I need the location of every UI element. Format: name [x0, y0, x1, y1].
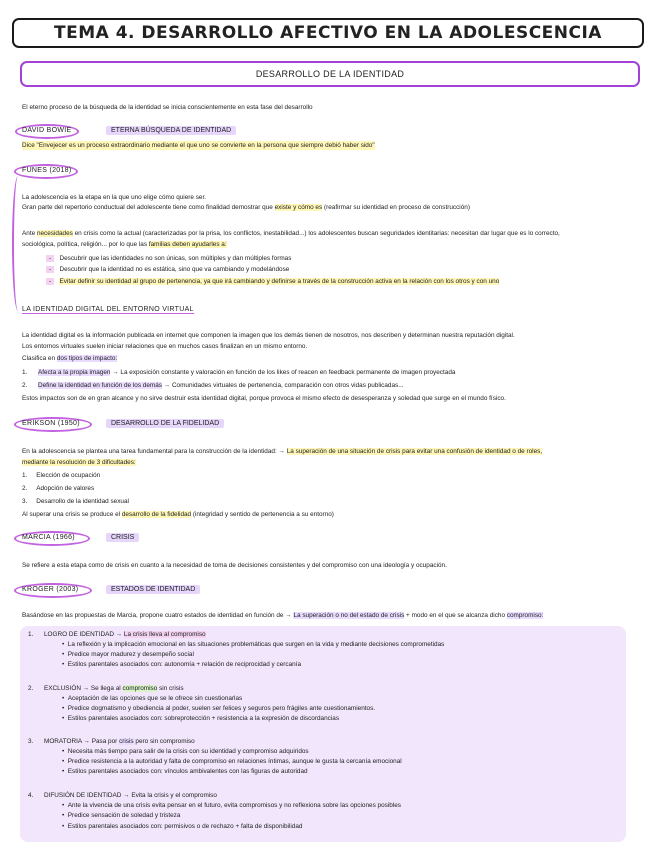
author-label: KROGER (2003): [22, 586, 79, 593]
list-item: • Aceptación de las opciones que se le ofrece sin cuestionarlas: [62, 695, 243, 702]
paragraph: Basándose en las propuestas de Marcia, propone cuatro estados de identidad en función de → La superación o no del estado de crisis + modo en el que se alcanza dicho compromiso:: [22, 612, 544, 619]
list-item: - Evitar definir su identidad al grupo de pertenencia, ya que irá cambiando y definirse a través de la construcción activa en la relación con los otros y con uno: [46, 277, 499, 286]
list-item: • Predice mayor madurez y desempeño social: [62, 651, 194, 658]
paragraph: Los entornos virtuales suelen iniciar relaciones que en muchos casos finalizan en un mismo entorno.: [22, 343, 308, 350]
list-item: • Estilos parentales asociados con: autonomía + relación de reciprocidad y cercanía: [62, 661, 302, 668]
list-item: • Predice dogmatismo y obediencia al poder, suelen ser felices y seguros pero frágiles ante cuestionamientos.: [62, 705, 376, 712]
topic-tag: ESTADOS DE IDENTIDAD: [106, 585, 200, 594]
list-item: • Predice resistencia a la autoridad y falta de compromiso en relaciones íntimas, aunque le gusta la cercanía emocional: [62, 758, 402, 765]
topic-tag: DESARROLLO DE LA FIDELIDAD: [106, 419, 224, 428]
state-heading: 2. EXCLUSIÓN → Se llega al compromiso sin crisis: [28, 685, 184, 692]
author-label: DAVID BOWIE: [22, 127, 72, 134]
author-label: FUNES (2018): [22, 167, 72, 174]
paragraph: mediante la resolución de 3 dificultades:: [22, 459, 136, 466]
list-item: - Descubrir que la identidad no es estática, sino que va cambiando y modelándose: [46, 265, 289, 274]
quote-text: Dice "Envejecer es un proceso extraordinario mediante el que uno se convierte en la persona que siempre debió haber sido": [22, 142, 375, 149]
section-title: DESARROLLO DE LA IDENTIDAD: [20, 61, 640, 87]
list-item: • Necesita más tiempo para salir de la crisis con su identidad y compromiso adquiridos: [62, 748, 309, 755]
list-item: • Estilos parentales asociados con: vínculos ambivalentes con las figuras de autoridad: [62, 768, 308, 775]
paragraph: Se refiere a esta etapa como de crisis en cuanto a la necesidad de toma de decisiones consistentes y del compromiso con una ideología y ocupación.: [22, 562, 447, 569]
paragraph: Al superar una crisis se produce el desarrollo de la fidelidad (integridad y sentido de pertenencia a su entorno): [22, 511, 334, 518]
paragraph: En la adolescencia se plantea una tarea fundamental para la construcción de la identidad: → La superación de una situación de crisis para evitar una confusión de identidad o de roles,: [22, 448, 543, 455]
list-item: • Predice sensación de soledad y tristeza: [62, 812, 181, 819]
topic-tag: ETERNA BÚSQUEDA DE IDENTIDAD: [106, 126, 236, 135]
list-item: • Estilos parentales asociados con: permisivos o de rechazo + falta de disponibilidad: [62, 823, 303, 830]
paragraph: Clasifica en dos tipos de impacto:: [22, 355, 118, 362]
paragraph: Estos impactos son de en gran alcance y no sirve destruir esta identidad digital, porque provoca el mismo efecto de desesperanza y soledad que surge en el mundo físico.: [22, 395, 506, 402]
paragraph: La adolescencia es la etapa en la que uno elige cómo quiere ser.: [22, 194, 207, 201]
author-label: MARCIA (1966): [22, 534, 75, 541]
list-item: • La reflexión y la implicación emocional en las situaciones problemáticas que surgen en la vida y mediante decisiones comprometidas: [62, 641, 445, 648]
state-heading: 3. MORATORIA → Pasa por crisis pero sin compromiso: [28, 738, 195, 745]
list-item: 1. Elección de ocupación: [22, 472, 101, 479]
list-item: 3. Desarrollo de la identidad sexual: [22, 498, 129, 505]
page-title: TEMA 4. DESARROLLO AFECTIVO EN LA ADOLESCENCIA: [12, 18, 644, 48]
list-item: • Estilos parentales asociados con: sobreprotección + resistencia a la expresión de discordancias: [62, 715, 340, 722]
paragraph: La identidad digital es la información publicada en internet que componen la imagen que los demás tienen de nosotros, nos describen y determinan nuestra reputación digital.: [22, 332, 515, 339]
paragraph: Ante necesidades en crisis como la actual (caracterizadas por la prisa, los conflictos, inestabilidad...) los adolescentes buscan seguridades identitarias: necesitan dar lugar que es lo correcto,: [22, 230, 560, 237]
list-item: 2. Define la identidad en función de los demás → Comunidades virtuales de pertenencia, comparación con otros vidas publicadas...: [22, 382, 404, 389]
list-item: 2. Adopción de valores: [22, 485, 95, 492]
author-label: ERIKSON (1950): [22, 420, 80, 427]
list-item: 1. Afecta a la propia imagen → La exposición constante y valoración en función de los likes of reacen en feedback permanente de imagen proyectada: [22, 369, 456, 376]
paragraph: sociológica, política, religión... por lo que las familias deben ayudarles a:: [22, 241, 227, 248]
intro-text: El eterno proceso de la búsqueda de la identidad se inicia conscientemente en esta fase del desarrollo: [22, 104, 313, 111]
list-item: - Descubrir que las identidades no son únicas, son múltiples y dan múltiples formas: [46, 254, 291, 263]
state-heading: 4. DIFUSIÓN DE IDENTIDAD → Evita la crisis y el compromiso: [28, 792, 217, 799]
paragraph: Gran parte del repertorio conductual del adolescente tiene como finalidad demostrar que existe y cómo es (reafirmar su identidad en proceso de construcción): [22, 204, 470, 211]
topic-tag: CRISIS: [106, 533, 139, 542]
section-heading: LA IDENTIDAD DIGITAL DEL ENTORNO VIRTUAL: [22, 306, 194, 313]
state-heading: 1. LOGRO DE IDENTIDAD → La crisis lleva al compromiso: [28, 631, 206, 638]
list-item: • Ante la vivencia de una crisis evita pensar en el futuro, evita compromisos y no reflexiona sobre las opciones posibles: [62, 802, 401, 809]
